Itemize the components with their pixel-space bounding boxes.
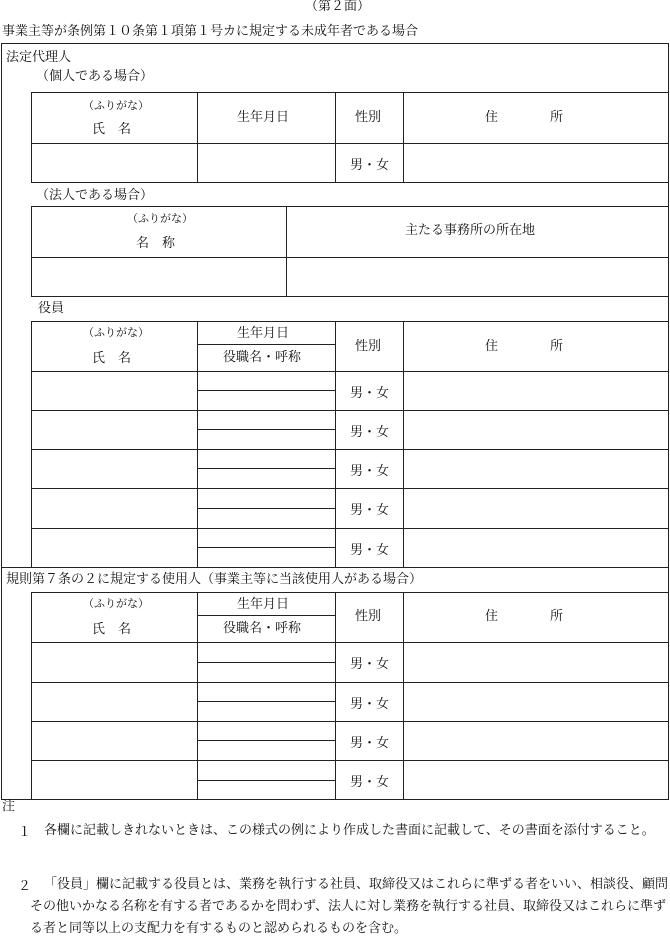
- form-heading: 事業主等が条例第１０条第１項第１号カに規定する未成年者である場合: [2, 24, 419, 39]
- note-text: 「役員」欄に記載する役員とは、業務を執行する社員、取締役又はこれらに準ずる者をいい、相談役、顧問その他いかなる名称を有する者であるかを問わず、法人に対し業務を執行する社員、取締役又はこれらに準ずる者と同等以上の支配力を有するものと認められるものを含む。: [30, 877, 669, 936]
- section-legal-representative: 法定代理人: [6, 50, 72, 65]
- name-label: 氏 名: [92, 122, 132, 137]
- furigana-label: （ふりがな）: [83, 326, 149, 339]
- corporate-name-field[interactable]: [32, 258, 286, 296]
- furigana-label: （ふりがな）: [127, 212, 193, 225]
- individual-address-field[interactable]: [404, 144, 668, 182]
- section-employee: 規則第７条の２に規定する使用人（事業主等に当該使用人がある場合）: [6, 572, 423, 587]
- gender-label: 性別: [355, 110, 382, 125]
- officer-gender-option[interactable]: 男・女: [349, 542, 389, 558]
- name-label: 氏 名: [92, 622, 132, 637]
- corporate-name-label: 名 称: [136, 236, 176, 251]
- employee-gender-option[interactable]: 男・女: [349, 696, 389, 712]
- subheading-individual: （個人である場合）: [36, 69, 154, 84]
- section-divider: [1, 567, 669, 568]
- gender-label: 性別: [355, 339, 382, 354]
- main-office-label: 主たる事務所の所在地: [405, 223, 536, 238]
- address-label: 住 所: [485, 609, 564, 624]
- birth-date-label: 生年月日: [237, 326, 290, 341]
- subheading-officers: 役員: [38, 301, 65, 316]
- title-name-label: 役職名・呼称: [223, 350, 302, 365]
- birth-date-label: 生年月日: [237, 110, 290, 125]
- individual-gender-option[interactable]: 男・女: [349, 157, 389, 173]
- note-number: １: [18, 825, 32, 840]
- individual-birth-date-field[interactable]: [198, 144, 335, 182]
- employee-gender-option[interactable]: 男・女: [349, 774, 389, 790]
- notes-title: 注: [2, 799, 16, 814]
- gender-label: 性別: [355, 609, 382, 624]
- name-label: 氏 名: [92, 351, 132, 366]
- furigana-label: （ふりがな）: [83, 99, 149, 112]
- officer-gender-option[interactable]: 男・女: [349, 424, 389, 440]
- individual-name-field[interactable]: [32, 144, 197, 182]
- employee-gender-option[interactable]: 男・女: [349, 735, 389, 751]
- subheading-corporate: （法人である場合）: [36, 188, 154, 203]
- officer-gender-option[interactable]: 男・女: [349, 503, 389, 518]
- officer-gender-option[interactable]: 男・女: [349, 385, 389, 401]
- page-label: （第２面）: [305, 0, 371, 14]
- address-label: 住 所: [485, 339, 564, 354]
- note-text: 各欄に記載しきれないときは、この様式の例により作成した書面に記載して、その書面を添付すること。: [44, 823, 655, 838]
- title-name-label: 役職名・呼称: [223, 621, 302, 636]
- furigana-label: （ふりがな）: [83, 597, 149, 610]
- birth-date-label: 生年月日: [237, 597, 290, 612]
- note-number: ２: [18, 879, 32, 894]
- address-label: 住 所: [485, 110, 564, 125]
- corporate-office-field[interactable]: [287, 258, 668, 296]
- officer-gender-option[interactable]: 男・女: [349, 463, 389, 479]
- employee-gender-option[interactable]: 男・女: [349, 657, 389, 672]
